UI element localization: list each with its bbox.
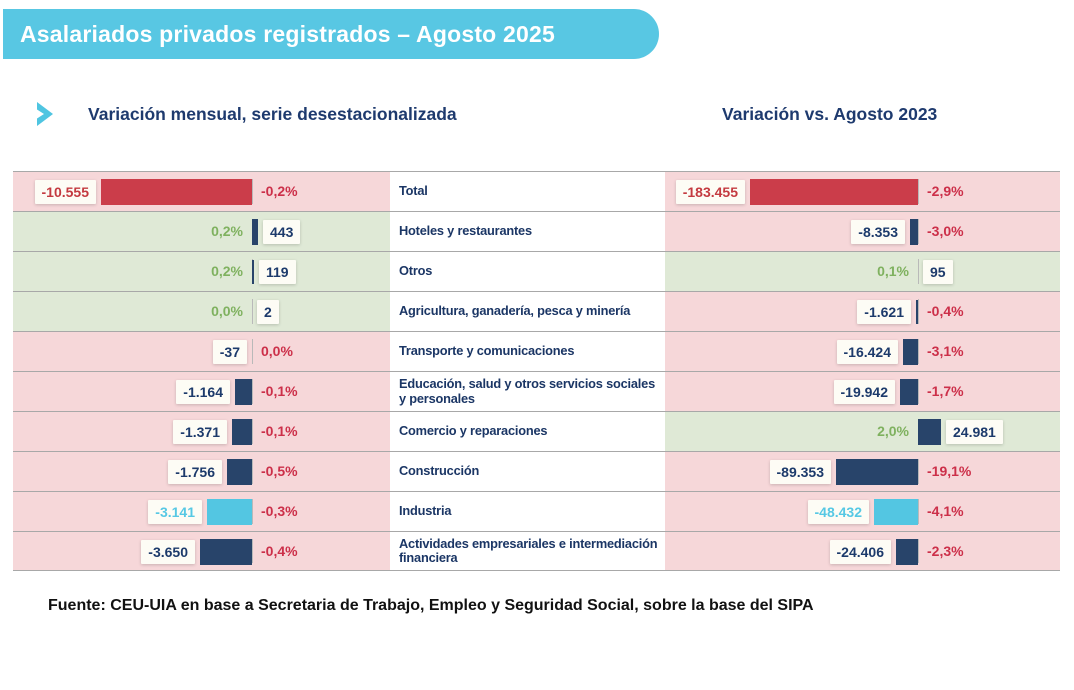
value-label: -89.353 [770, 460, 831, 484]
subtitle-left: Variación mensual, serie desestacionalizada [88, 104, 457, 124]
table-row [13, 171, 1060, 211]
table-row [13, 451, 1060, 491]
sector-label: Educación, salud y otros servicios sociales y personales [399, 376, 655, 406]
pct-label: 0,2% [211, 223, 243, 239]
bar-cell-monthly [13, 372, 390, 411]
sector-label: Otros [399, 263, 433, 279]
pct-label: -4,1% [927, 503, 964, 519]
bar-cell-monthly [13, 212, 390, 251]
bar-cell-yearly [665, 212, 1060, 251]
table-row [13, 371, 1060, 411]
bar-cell-yearly [665, 252, 1060, 291]
bar-cell-yearly [665, 492, 1060, 531]
axis-line [252, 299, 253, 324]
subtitle-right: Variación vs. Agosto 2023 [722, 104, 938, 124]
bar-cell-monthly [13, 452, 390, 491]
value-bar [750, 179, 918, 205]
table-row [13, 291, 1060, 331]
value-bar [896, 539, 918, 565]
table-row [13, 331, 1060, 371]
bar-cell-monthly [13, 492, 390, 531]
value-label: -8.353 [851, 220, 905, 244]
value-bar [207, 499, 252, 525]
sector-label: Construcción [399, 463, 480, 479]
sector-label-cell [390, 172, 665, 211]
bar-cell-monthly [13, 252, 390, 291]
value-label: 2 [257, 300, 279, 324]
value-bar [252, 219, 258, 245]
value-bar [874, 499, 918, 525]
axis-line [252, 379, 253, 404]
table-row [13, 491, 1060, 531]
sector-label-cell [390, 292, 665, 331]
axis-line [918, 259, 919, 284]
bar-cell-monthly [13, 412, 390, 451]
value-label: 24.981 [946, 420, 1003, 444]
bar-cell-monthly [13, 172, 390, 211]
pct-label: -0,2% [261, 183, 298, 199]
pct-label: -3,0% [927, 223, 964, 239]
bar-cell-yearly [665, 412, 1060, 451]
sector-label-cell [390, 532, 665, 570]
pct-label: -1,7% [927, 383, 964, 399]
value-bar [900, 379, 918, 405]
axis-line [252, 539, 253, 563]
page-title: Asalariados privados registrados – Agosto 2025 [20, 20, 555, 47]
value-bar [903, 339, 918, 365]
axis-line [918, 499, 919, 524]
sector-label-cell [390, 492, 665, 531]
value-label: -1.756 [168, 460, 222, 484]
sector-label: Industria [399, 503, 452, 519]
sector-label-cell [390, 452, 665, 491]
value-bar [910, 219, 918, 245]
value-label: -1.621 [857, 300, 911, 324]
bar-cell-yearly [665, 452, 1060, 491]
table-row [13, 251, 1060, 291]
pct-label: -0,4% [927, 303, 964, 319]
axis-line [252, 179, 253, 204]
pct-label: -0,3% [261, 503, 298, 519]
value-bar [235, 379, 252, 405]
bar-cell-monthly [13, 332, 390, 371]
axis-line [918, 219, 919, 244]
value-label: 443 [263, 220, 300, 244]
value-label: -19.942 [834, 380, 895, 404]
table-row [13, 531, 1060, 571]
pct-label: 0,0% [261, 343, 293, 359]
value-bar [918, 419, 941, 445]
table-row [13, 211, 1060, 251]
axis-line [252, 339, 253, 364]
value-bar [916, 300, 918, 324]
sector-label-cell [390, 332, 665, 371]
value-label: -48.432 [808, 500, 869, 524]
pct-label: 0,1% [877, 263, 909, 279]
pct-label: -0,1% [261, 383, 298, 399]
value-label: -3.141 [148, 500, 202, 524]
axis-line [918, 179, 919, 204]
pct-label: -0,1% [261, 423, 298, 439]
pct-label: -0,5% [261, 463, 298, 479]
value-bar [836, 459, 918, 485]
value-label: -3.650 [141, 540, 195, 564]
sector-label-cell [390, 212, 665, 251]
value-bar [227, 459, 252, 485]
value-label: -183.455 [676, 180, 745, 204]
axis-line [918, 459, 919, 484]
chevron-right-icon [33, 100, 61, 128]
bar-cell-yearly [665, 532, 1060, 570]
axis-line [252, 419, 253, 444]
bar-cell-yearly [665, 292, 1060, 331]
value-label: 95 [923, 260, 953, 284]
axis-line [918, 539, 919, 563]
bar-cell-monthly [13, 292, 390, 331]
pct-label: 0,2% [211, 263, 243, 279]
sector-label: Hoteles y restaurantes [399, 223, 532, 239]
value-label: -10.555 [35, 180, 96, 204]
value-bar [200, 539, 252, 565]
sector-label: Comercio y reparaciones [399, 423, 548, 439]
sector-table [13, 171, 1060, 571]
sector-label-cell [390, 252, 665, 291]
value-label: -1.164 [176, 380, 230, 404]
axis-line [252, 459, 253, 484]
value-label: -24.406 [830, 540, 891, 564]
bar-cell-yearly [665, 372, 1060, 411]
value-label: -37 [213, 340, 247, 364]
pct-label: -3,1% [927, 343, 964, 359]
pct-label: -2,3% [927, 543, 964, 559]
axis-line [918, 299, 919, 324]
title-banner [3, 9, 659, 59]
source-note: Fuente: CEU-UIA en base a Secretaria de Trabajo, Empleo y Seguridad Social, sobre la base del SIPA [48, 597, 814, 614]
bar-cell-monthly [13, 532, 390, 570]
bar-cell-yearly [665, 172, 1060, 211]
value-bar [232, 419, 252, 445]
sector-label: Actividades empresariales e intermediación financiera [399, 535, 658, 565]
sector-label-cell [390, 412, 665, 451]
pct-label: 0,0% [211, 303, 243, 319]
value-bar [101, 179, 252, 205]
axis-line [918, 379, 919, 404]
axis-line [918, 339, 919, 364]
value-label: -1.371 [173, 420, 227, 444]
value-label: -16.424 [837, 340, 898, 364]
sector-label: Agricultura, ganadería, pesca y minería [399, 303, 631, 319]
sector-label: Transporte y comunicaciones [399, 343, 575, 359]
value-bar [252, 260, 254, 284]
pct-label: -2,9% [927, 183, 964, 199]
bar-cell-yearly [665, 332, 1060, 371]
pct-label: -0,4% [261, 543, 298, 559]
pct-label: 2,0% [877, 423, 909, 439]
value-label: 119 [259, 260, 296, 284]
pct-label: -19,1% [927, 463, 972, 479]
axis-line [252, 499, 253, 524]
sector-label-cell [390, 372, 665, 411]
table-row [13, 411, 1060, 451]
sector-label: Total [399, 183, 428, 199]
